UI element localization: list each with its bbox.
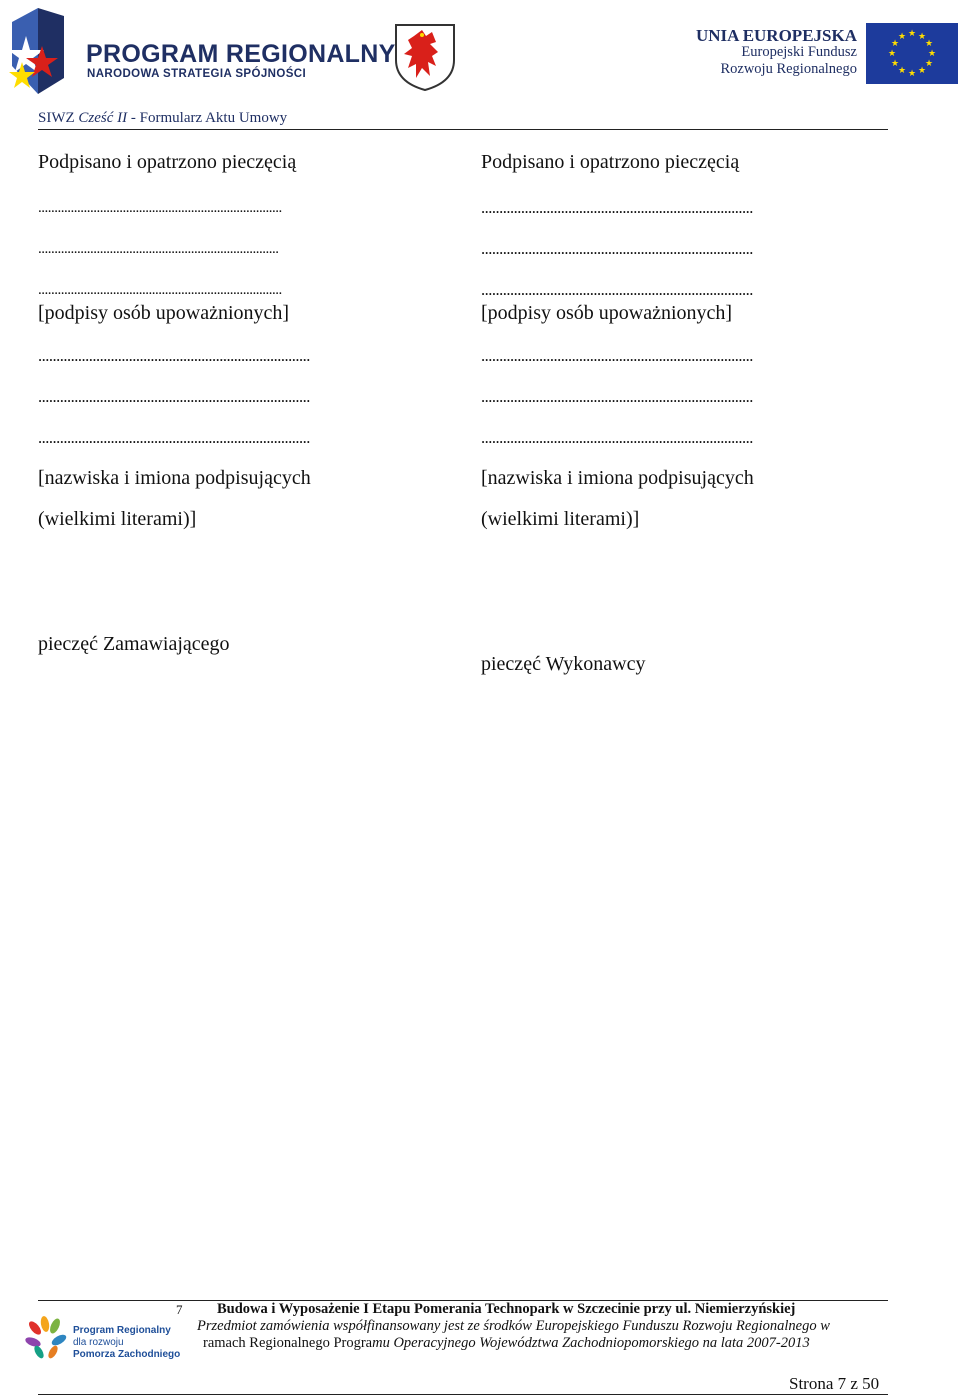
names-label: [nazwiska i imiona podpisujących bbox=[38, 467, 311, 489]
client-stamp-label: pieczęć Zamawiającego bbox=[38, 633, 230, 655]
program-subtitle: NARODOWA STRATEGIA SPÓJNOŚCI bbox=[87, 68, 307, 80]
program-title: PROGRAM REGIONALNY bbox=[86, 40, 396, 68]
names-label-caps: (wielkimi literami)] bbox=[481, 508, 640, 530]
footnote-number: 7 bbox=[176, 1302, 183, 1317]
eu-fund-line-1: Europejski Fundusz bbox=[741, 44, 857, 60]
svg-text:★: ★ bbox=[897, 32, 907, 42]
svg-text:★: ★ bbox=[924, 59, 934, 69]
names-label-caps: (wielkimi literami)] bbox=[38, 508, 197, 530]
eu-fund-line-2: Rozwoju Regionalnego bbox=[720, 61, 857, 77]
eu-text-block bbox=[696, 27, 857, 78]
signature-dots: ........................................................................... bbox=[481, 239, 753, 258]
program-regionalny-logo bbox=[8, 6, 396, 98]
names-label: [nazwiska i imiona podpisujących bbox=[481, 467, 754, 489]
svg-text:★: ★ bbox=[917, 32, 927, 42]
name-dots: ........................................................................... bbox=[38, 346, 310, 365]
eu-title: UNIA EUROPEJSKA bbox=[695, 26, 857, 45]
name-dots: ........................................................................... bbox=[38, 387, 310, 406]
signature-dots: .......................................................................... bbox=[38, 241, 279, 257]
contractor-stamp-label: pieczęć Wykonawcy bbox=[481, 653, 646, 675]
name-dots: ........................................................................... bbox=[481, 387, 753, 406]
name-dots: ........................................................................... bbox=[38, 428, 310, 447]
signatures-label: [podpisy osób upoważnionych] bbox=[481, 302, 733, 324]
logo-line-1: Program Regionalny bbox=[73, 1325, 171, 1336]
signature-dots: ........................................................................... bbox=[38, 200, 282, 216]
svg-text:★: ★ bbox=[887, 49, 897, 59]
svg-text:★: ★ bbox=[927, 49, 937, 59]
nss-star-icon bbox=[8, 6, 78, 98]
svg-text:★: ★ bbox=[890, 39, 900, 49]
cofinancing-note: Przedmiot zamówienia współfinansowany jest ze środków Europejskiego Funduszu Rozwoju Regionalnego w bbox=[197, 1318, 830, 1334]
svg-text:★: ★ bbox=[890, 59, 900, 69]
signed-label: Podpisano i opatrzono pieczęcią bbox=[38, 151, 297, 173]
svg-text:★: ★ bbox=[924, 39, 934, 49]
svg-text:★: ★ bbox=[917, 66, 927, 76]
page-header bbox=[0, 0, 960, 135]
svg-text:★: ★ bbox=[907, 69, 917, 79]
name-dots: ........................................................................... bbox=[481, 346, 753, 365]
name-dots: ........................................................................... bbox=[481, 428, 753, 447]
signature-dots: ........................................................................... bbox=[38, 282, 282, 298]
svg-text:★: ★ bbox=[907, 29, 917, 39]
signed-label: Podpisano i opatrzono pieczęcią bbox=[481, 151, 740, 173]
program-note: ramach Regionalnego Programu Operacyjnego Województwa Zachodniopomorskiego na lata 2007-2013 bbox=[203, 1335, 810, 1351]
header-divider bbox=[38, 129, 888, 130]
signature-dots: ........................................................................... bbox=[481, 280, 753, 299]
signature-dots: ........................................................................... bbox=[481, 198, 753, 217]
program-regionalny-pomorze-logo bbox=[25, 1316, 181, 1366]
document-reference: SIWZ Cześć II - Formularz Aktu Umowy bbox=[38, 110, 288, 126]
page-number: Strona 7 z 50 bbox=[789, 1374, 880, 1393]
signatures-label: [podpisy osób upoważnionych] bbox=[38, 302, 290, 324]
logo-line-2: dla rozwoju bbox=[73, 1337, 124, 1348]
leaf-cluster-icon bbox=[25, 1316, 69, 1366]
footer-bottom-rule bbox=[38, 1394, 888, 1395]
project-title: Budowa i Wyposażenie I Etapu Pomerania Technopark w Szczecinie przy ul. Niemierzyński​ej bbox=[217, 1301, 796, 1317]
griffin-crest-icon bbox=[392, 22, 458, 92]
svg-text:★: ★ bbox=[897, 66, 907, 76]
eu-flag-icon bbox=[866, 23, 958, 84]
logo-line-3: Pomorza Zachodniego bbox=[73, 1349, 181, 1360]
